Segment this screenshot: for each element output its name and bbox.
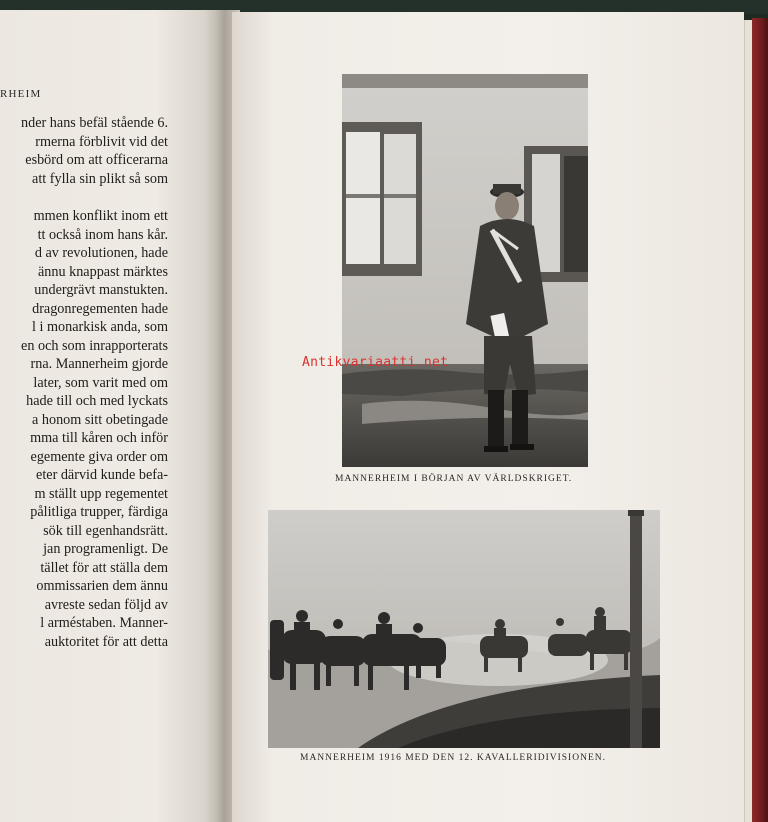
text-line: undergrävt manstukten. [34, 282, 168, 298]
photo-caption: MANNERHEIM 1916 MED DEN 12. KAVALLERIDIVISIONEN. [300, 753, 606, 763]
text-line: rmerna förblivit vid det [35, 133, 168, 150]
text-line: m ställt upp regementet [34, 485, 168, 502]
book-cover-edge [752, 18, 768, 822]
text-line: hade till och med lyckats [26, 393, 168, 409]
text-line: ommissarien dem ännu [36, 578, 168, 594]
text-line: ännu knappast märktes [37, 263, 168, 280]
text-line: tället för att ställa dem [40, 559, 168, 576]
text-line: esbörd om att officerarna [25, 152, 168, 168]
text-line: egemente giva order om [30, 448, 168, 465]
photo-caption: MANNERHEIM I BÖRJAN AV VÄRLDSKRIGET. [335, 474, 573, 484]
text-line: rna. Mannerheim gjorde [30, 356, 168, 372]
text-line: mmen konflikt inom ett [33, 208, 168, 224]
text-line: a honom sitt obetingade [32, 411, 168, 428]
text-line: later, som varit med om [33, 374, 168, 391]
text-line: mma till kåren och inför [30, 430, 168, 446]
text-line: d av revolutionen, hade [34, 245, 168, 261]
text-line: l i monarkisk anda, som [32, 319, 168, 335]
text-line: pålitliga trupper, färdiga [30, 504, 168, 520]
text-line: l arméstaben. Manner- [40, 615, 168, 631]
text-line: auktoritet för att detta [44, 633, 168, 650]
photo-mannerheim-portrait [342, 74, 588, 467]
text-line: sök till egenhandsrätt. [43, 522, 168, 539]
text-line: eter därvid kunde befa- [36, 467, 168, 483]
body-text [0, 114, 168, 651]
text-line: en och som inrapporterats [21, 337, 168, 354]
running-head: RHEIM [0, 88, 42, 100]
text-line: avreste sedan följd av [44, 596, 168, 613]
text-line: tt också inom hans kår. [37, 226, 168, 243]
text-line: jan programenligt. De [43, 541, 168, 557]
paragraph-gap [0, 188, 168, 207]
text-line: att fylla sin plikt så som [32, 170, 168, 187]
watermark-text: Antikvariaatti.net [302, 355, 449, 370]
left-page [0, 10, 222, 822]
text-line: dragonregementen hade [32, 300, 168, 317]
text-line: nder hans befäl stående 6. [21, 115, 168, 131]
photo-cavalry-division [268, 510, 660, 748]
